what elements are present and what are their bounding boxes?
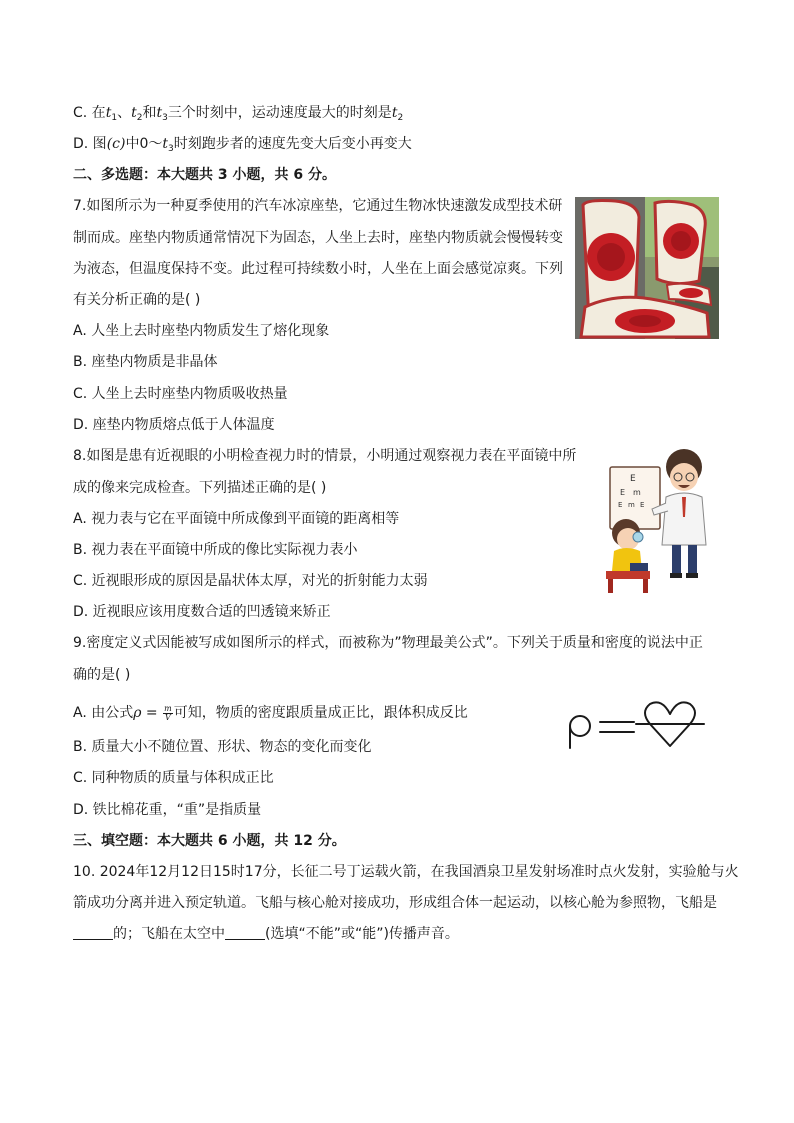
q7-stem-line: 有关分析正确的是( )	[73, 292, 201, 308]
q6-option-d: D. 图(c)中$0\sim t_3$时刻跑步者的速度先变大后变小再变大	[73, 136, 412, 154]
q10-stem-line: 的；飞船在太空中 (选填“不能”或“能”)传播声音。	[73, 924, 459, 944]
q9-option-a: A. 由公式ρ = $\frac{m}{V}$ 可知，物质的密度跟质量成正比，跟体积成反比	[73, 703, 468, 722]
mass-over-volume-fraction: $\frac{m}{V}$	[164, 703, 172, 722]
q8-option-a: A. 视力表与它在平面镜中所成像到平面镜的距离相等	[73, 511, 400, 527]
eye-chart-letter: m	[633, 488, 641, 497]
q8-option-c: C. 近视眼形成的原因是晶状体太厚，对光的折射能力太弱	[73, 573, 428, 589]
q8-stem-line: 成的像来完成检查。下列描述正确的是( )	[73, 480, 327, 496]
q7-stem-line: 7.如图所示为一种夏季使用的汽车冰凉座垫，它通过生物冰快速激发成型技术研	[73, 198, 563, 214]
section-heading-multi-choice: 二、多选题：本大题共 3 小题，共 6 分。	[73, 167, 336, 183]
q9-option-b: B. 质量大小不随位置、形状、物态的变化而变化	[73, 739, 372, 755]
answer-blank[interactable]	[225, 925, 265, 940]
density-heart-formula-figure	[562, 694, 706, 752]
answer-blank[interactable]	[73, 925, 113, 940]
eye-chart-letter: m	[628, 501, 635, 509]
q6-option-c: C. 在$t_1$、$t_2$和$t_3$三个时刻中，运动速度最大的时刻是$t_2$	[73, 105, 404, 123]
eye-chart-letter: E	[620, 488, 626, 497]
q8-option-b: B. 视力表在平面镜中所成的像比实际视力表小	[73, 542, 358, 558]
q8-stem-line: 8.如图是患有近视眼的小明检查视力时的情景，小明通过观察视力表在平面镜中所	[73, 448, 577, 464]
q10-stem-line: 10. 2024年12月12日15时17分，长征二号丁运载火箭，在我国酒泉卫星发射场准时点火发射，实验舱与火	[73, 864, 739, 880]
eye-chart-letter: E	[640, 501, 645, 509]
car-seat-cushion-photo	[575, 197, 719, 339]
section-heading-fill-in: 三、填空题：本大题共 6 小题，共 12 分。	[73, 833, 346, 849]
q7-option-a: A. 人坐上去时座垫内物质发生了熔化现象	[73, 323, 330, 339]
q7-option-d: D. 座垫内物质熔点低于人体温度	[73, 417, 275, 433]
q7-option-c: C. 人坐上去时座垫内物质吸收热量	[73, 386, 288, 402]
q8-option-d: D. 近视眼应该用度数合适的凹透镜来矫正	[73, 604, 331, 620]
q10-stem-line: 箭成功分离并进入预定轨道。飞船与核心舱对接成功，形成组合体一起运动，以核心舱为参照物，飞船是	[73, 895, 717, 911]
q7-stem-line: 为液态，但温度保持不变。此过程可持续数小时，人坐在上面会感觉凉爽。下列	[73, 261, 563, 277]
eye-chart-letter: E	[618, 501, 623, 509]
eye-chart-letter: E	[630, 474, 636, 484]
q9-stem-line: 确的是( )	[73, 667, 131, 683]
q9-option-c: C. 同种物质的质量与体积成正比	[73, 770, 274, 786]
q7-stem-line: 制而成。座垫内物质通常情况下为固态，人坐上去时，座垫内物质就会慢慢转变	[73, 230, 563, 246]
q7-option-b: B. 座垫内物质是非晶体	[73, 354, 218, 370]
eye-exam-cartoon	[600, 447, 724, 597]
q9-option-d: D. 铁比棉花重，“重”是指质量	[73, 802, 262, 818]
q9-stem-line: 9.密度定义式因能被写成如图所示的样式，而被称为”物理最美公式”。下列关于质量和密度的说法中正	[73, 635, 703, 651]
